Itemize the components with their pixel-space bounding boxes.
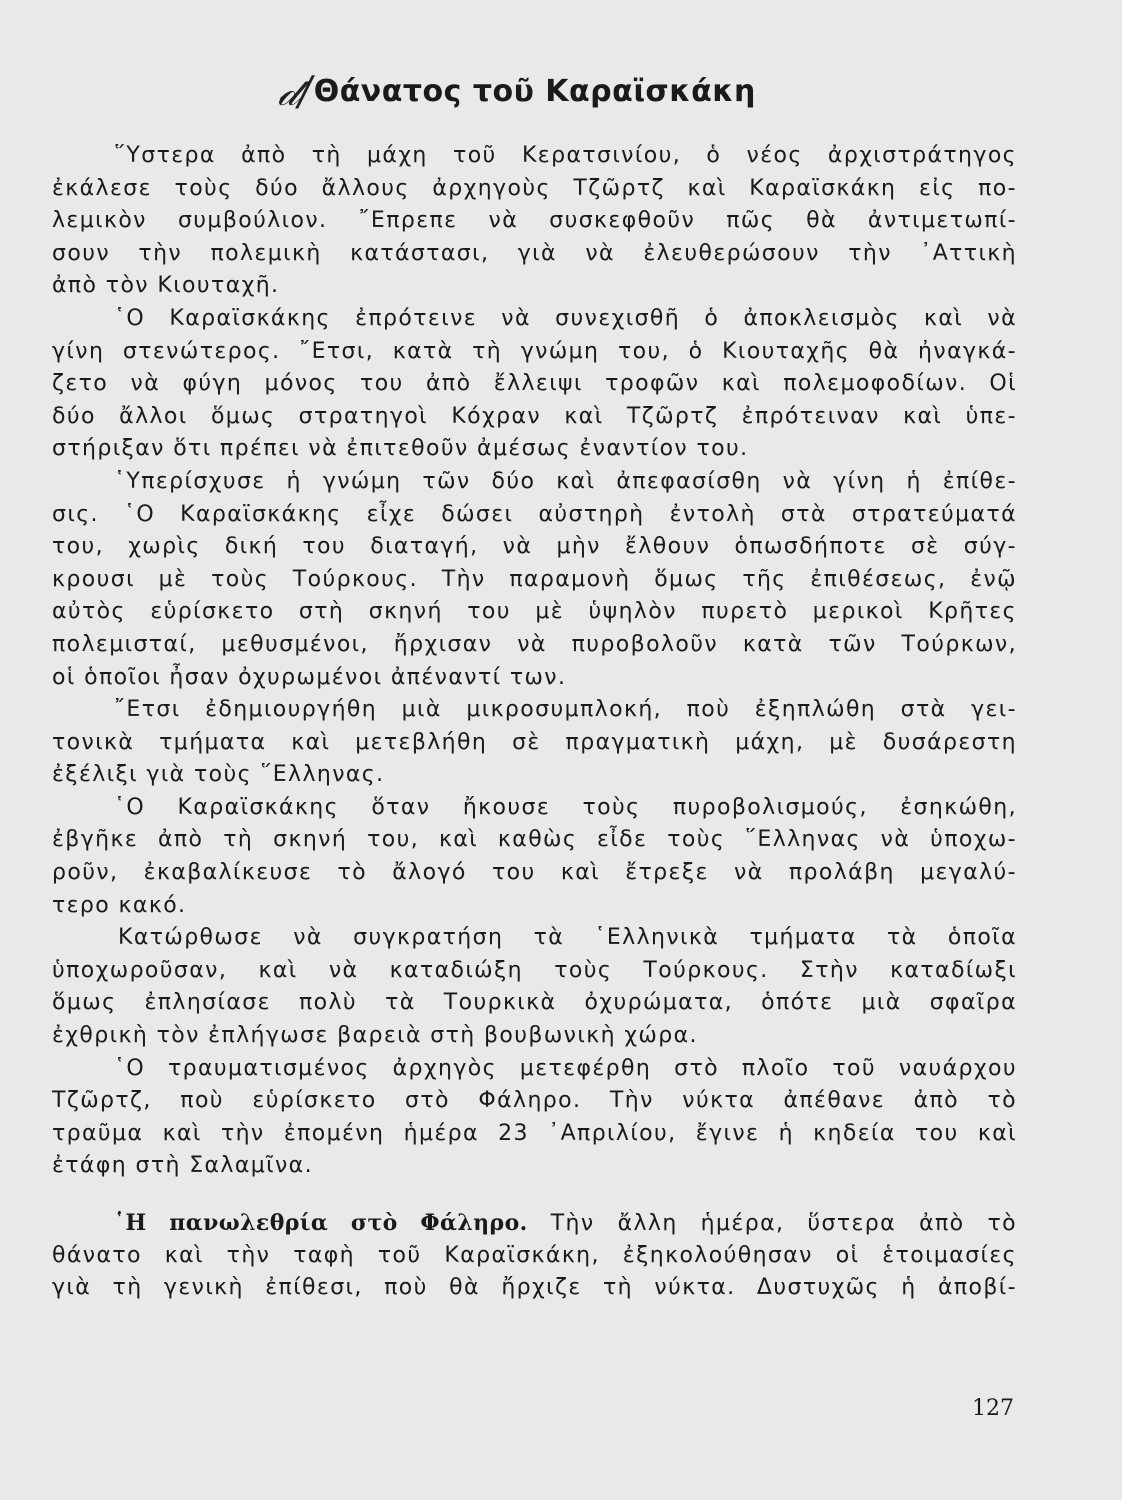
text-line: ἐβγῆκε ἀπὸ τὴ σκηνή του, καὶ καθὼς εἶδε τοὺς ῞Ελληνας νὰ ὑποχω- (52, 827, 1017, 853)
chapter-title (278, 69, 756, 115)
text-line: Κατώρθωσε νὰ συγκρατήση τὰ ῾Ελληνικὰ τμήματα τὰ ὁποῖα (118, 925, 1017, 951)
section-heading: ῾Η πανωλεθρία στὸ Φάληρο. (114, 1210, 528, 1236)
text-line: ροῦν, ἐκαβαλίκευσε τὸ ἄλογό του καὶ ἔτρεξε νὰ προλάβη μεγαλύ- (52, 860, 1017, 886)
text-line: πολεμισταί, μεθυσμένοι, ἤρχισαν νὰ πυροβολοῦν κατὰ τῶν Τούρκων, (52, 631, 1017, 657)
section-first-line: Τὴν ἄλλη ἡμέρα, ὕστερα ἀπὸ τὸ (550, 1211, 1017, 1236)
text-line: ῎Ετσι ἐδημιουργήθη μιὰ μικροσυμπλοκή, ποὺ ἐξηπλώθη στὰ γει- (114, 697, 1017, 723)
text-line: τονικὰ τμήματα καὶ μετεβλήθη σὲ πραγματικὴ μάχη, μὲ δυσάρεστη (52, 729, 1017, 755)
paragraph (52, 140, 1017, 303)
paragraph (52, 792, 1017, 922)
text-line: οἱ ὁποῖοι ἦσαν ὀχυρωμένοι ἀπέναντί των. (52, 664, 567, 690)
paragraph (52, 303, 1017, 466)
text-line: ῾Ο Καραϊσκάκης ὅταν ἤκουσε τοὺς πυροβολισμούς, ἐσηκώθη, (114, 794, 1017, 820)
page-title: Θάνατος τοῦ Καραϊσκάκη (313, 74, 756, 109)
text-line: ῾Ο τραυματισμένος ἀρχηγὸς μετεφέρθη στὸ πλοῖο τοῦ ναυάρχου (114, 1055, 1017, 1081)
text-line: τερο κακό. (52, 892, 187, 918)
paragraph (52, 694, 1017, 792)
text-line: του, χωρὶς δική του διαταγή, νὰ μὴν ἔλθουν ὁπωσδήποτε σὲ σύγ- (52, 534, 1017, 560)
text-line: τραῦμα καὶ τὴν ἐπομένη ἡμέρα 23 ᾿Απριλίου, ἔγινε ἡ κηδεία του καὶ (52, 1120, 1017, 1146)
paragraph (52, 922, 1017, 1052)
text-line: γιὰ τὴ γενικὴ ἐπίθεσι, ποὺ θὰ ἤρχιζε τὴ νύκτα. Δυστυχῶς ἡ ἀποβί- (52, 1275, 1017, 1301)
text-line: λεμικὸν συμβούλιον. ῎Επρεπε νὰ συσκεφθοῦν πῶς θὰ ἀντιμετωπί- (52, 208, 1017, 234)
section-paragraph (52, 1207, 1017, 1305)
paragraph (52, 466, 1017, 694)
text-line: σις. ῾Ο Καραϊσκάκης εἶχε δώσει αὐστηρὴ ἐντολὴ στὰ στρατεύματά (52, 501, 1017, 527)
text-line: ἐχθρικὴ τὸν ἐπλήγωσε βαρειὰ στὴ βουβωνικὴ χώρα. (52, 1023, 698, 1049)
text-line: ὅμως ἐπλησίασε πολὺ τὰ Τουρκικὰ ὀχυρώματα, ὁπότε μιὰ σφαῖρα (52, 990, 1017, 1016)
text-line: δύο ἄλλοι ὅμως στρατηγοὶ Κόχραν καὶ Τζῶρτζ ἐπρότειναν καὶ ὑπε- (52, 403, 1017, 429)
text-line: Τζῶρτζ, ποὺ εὑρίσκετο στὸ Φάληρο. Τὴν νύκτα ἀπέθανε ἀπὸ τὸ (52, 1088, 1017, 1114)
text-line: ἐτάφη στὴ Σαλαμῖνα. (52, 1153, 313, 1179)
text-line: ζετο νὰ φύγη μόνος του ἀπὸ ἔλλειψι τροφῶν καὶ πολεμοφοδίων. Οἱ (52, 371, 1017, 397)
paragraph (52, 1053, 1017, 1183)
text-line: στήριξαν ὅτι πρέπει νὰ ἐπιτεθοῦν ἀμέσως ἐναντίον του. (52, 436, 749, 462)
text-line: κρουσι μὲ τοὺς Τούρκους. Τὴν παραμονὴ ὅμως τῆς ἐπιθέσεως, ἐνῷ (52, 566, 1017, 592)
text-line: ῾Ο Καραϊσκάκης ἐπρότεινε νὰ συνεχισθῆ ὁ ἀποκλεισμὸς καὶ νὰ (114, 305, 1017, 331)
text-line: ῾Υπερίσχυσε ἡ γνώμη τῶν δύο καὶ ἀπεφασίσθη νὰ γίνη ἡ ἐπίθε- (114, 468, 1017, 494)
body-text (52, 140, 1017, 1305)
text-line: ἐξέλιξι γιὰ τοὺς ῞Ελληνας. (52, 762, 385, 788)
text-line: ἐκάλεσε τοὺς δύο ἄλλους ἀρχηγοὺς Τζῶρτζ καὶ Καραϊσκάκη εἰς πο- (52, 175, 1017, 201)
text-line (52, 1207, 1017, 1240)
text-line: ὑποχωροῦσαν, καὶ νὰ καταδιώξη τοὺς Τούρκους. Στὴν καταδίωξι (52, 957, 1017, 983)
text-line: σουν τὴν πολεμικὴ κατάστασι, γιὰ νὰ ἐλευθερώσουν τὴν ᾿Αττικὴ (52, 240, 1017, 266)
text-line: ῞Υστερα ἀπὸ τὴ μάχη τοῦ Κερατσινίου, ὁ νέος ἀρχιστράτηγος (114, 143, 1017, 168)
text-line: αὐτὸς εὑρίσκετο στὴ σκηνή του μὲ ὑψηλὸν πυρετὸ μερικοὶ Κρῆτες (52, 599, 1017, 625)
text-line: θάνατο καὶ τὴν ταφὴ τοῦ Καραϊσκάκη, ἐξηκολούθησαν οἱ ἑτοιμασίες (52, 1242, 1017, 1268)
text-line: γίνη στενώτερος. ῎Ετσι, κατὰ τὴ γνώμη του, ὁ Κιουταχῆς θὰ ἠναγκά- (52, 338, 1017, 364)
page-number: 127 (972, 1396, 1014, 1421)
handwritten-mark: 𝒹/ (278, 69, 312, 115)
text-line: ἀπὸ τὸν Κιουταχῆ. (52, 273, 280, 299)
